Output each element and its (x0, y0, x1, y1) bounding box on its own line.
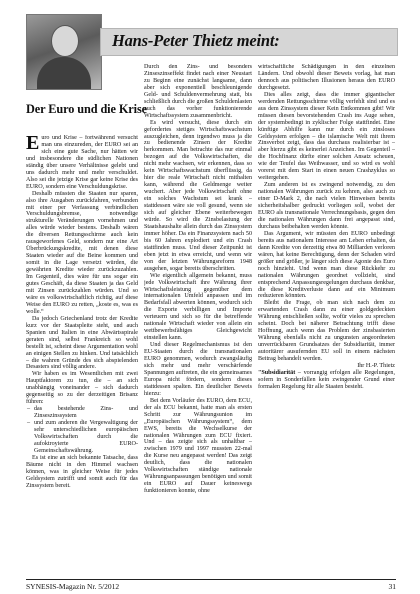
factor-list (26, 406, 138, 455)
factor-list-item: – und zum anderen die Vergewaltigung der sehr unterschiedlichen europäischen Volkswirtschaften durch die aufoktroyierte EURO-Gemeinschaftswährung. (34, 420, 138, 455)
paragraph: Wie eigentlich allgemein bekannt, muss jede Volkswirtschaft ihre Währung ihrer Wirtschaftsleistung gegenüber dem internationalen Umfeld anpassen und im Bedarfsfall abwerten können, wodurch sich die Exporte verbilligen und Importe verteuern und sich so für die betreffende nationale Wirtschaft wieder von allein ein wettbewerbsfähiges Gleichgewicht einstellen kann. (144, 272, 252, 342)
factor-list-item: – das bestehende Zins- und Zinseszinssystem (34, 406, 138, 420)
magazine-issue: SYNESIS-Magazin Nr. 5/2012 (26, 582, 120, 591)
article-column-3 (258, 64, 395, 572)
author-signature: Ihr H.-P. Thietz (357, 362, 395, 369)
lead-paragraph (26, 135, 138, 191)
footnote (258, 370, 395, 391)
footnote-definition: – vorrangig erfolgen alle Regelungen, sofern in Sonderfällen kein zwingender Grund einer formalen Regelung für alle Staaten besteht. (258, 369, 395, 390)
paragraph: Deshalb müssten die Staaten nur sparen, also ihre Ausgaben zurückfahren, verbunden mit einer per Verfassung verbindlichen Verschuldungsbremse, notwendige strukturelle Veränderungen vornehmen und alles würde wieder bestens. Deshalb wären die diversen Rettungsschirme auch kein rausgeworfenes Geld, sondern nur eine Art Überbrückungskredite, mit denen diese Staaten wieder auf die Beine kommen und somit in die Lage versetzt würden, die gewährten Kredite wieder zurückzuzahlen. Im Gegenteil, dies wäre für uns sogar ein gutes Geschäft, da diese Staaten ja das Geld mit Zinsen zurückzahlen würden. Und so wäre es volkswirtschaftlich richtig, auf diese Weise den EURO zu retten, „koste es, was es wolle.“ (26, 190, 138, 315)
article-column-2 (144, 64, 252, 572)
paragraph: Da jedoch Griechenland trotz der Kredite kurz vor der Staatspleite steht, und auch Spanien und Italien in eine Abwärtsspirale geraten sind, selbst Frankreich so wohl bestellt ist, scheint diese Argumentation wohl an einigen Stellen zu hinken. Und tatsächlich – die wahren Gründe des sich abspielenden Desasters sind völlig andere. (26, 315, 138, 371)
paragraph: wirtschaftliche Schädigungen in den einzelnen Ländern. Und obwohl dieser Beweis vorlag, hat man dennoch aus politischen Illusionen heraus den EURO durchgesetzt. (258, 64, 395, 91)
author-photo (26, 14, 102, 90)
footer-divider (26, 579, 396, 580)
paragraph: Das Argument, wir müssten den EURO unbedingt bereits aus nationalem Interesse am Leben erhalten, da dann Kredite von derzeitig etwa 80 Milliarden verloren wären, hat keine Berechtigung, denn der Schaden wird größer und größer, je länger sich diese Agonie des Euro noch hinzieht. Und wenn man diese Rückkehr zu nationalen Währungen geordnet vollzieht, sind entsprechend Anpassungsregelungen durchaus denkbar, die diese Kreditverluste dann auf ein Minimum reduzieren könnten. (258, 230, 395, 300)
paragraph: Es ist eine an sich bekannte Tatsache, dass Bäume nicht in den Himmel wachsen können, was in gleicher Weise für jedes Geldsystem zutrifft und somit auch für das Zinssystem bereit. (26, 454, 138, 489)
paragraph: Durch den Zins- und besonders Zinseszinseffekt findet nach einer Neustart zu Beginn eine zunächst langsame, dann aber sich exponentiell beschleunigende Geld- und Schuldenvermehrung statt, bis schließlich durch die großen Schuldenlasten auch das vorher funktionierende Wirtschaftssystem zusammenbricht. (144, 64, 252, 119)
page-number: 31 (388, 582, 396, 591)
article-headline: Der Euro und die Krise (26, 102, 148, 116)
paragraph: Bei dem Vorläufer des EURO, dem ECU, der als ECU bekannt, hatte man als ersten Schritt zur Währungsunion im „Europäischen Währungssystem“, dem EWS, bereits die Wechselkurse der nationalen Währungen zum ECU fixiert. Und – das zeigte sich als unhaltbar – zwischen 1979 und 1997 mussten 22-mal die Kurse neu angepasst werden! Das zeigt deutlich, dass die nationalen Volkswirtschaften ständige nationale Währungsanpassungen benötigen und somit ein EURO auf Dauer keineswegs funktionieren konnte, ohne (144, 397, 252, 495)
drop-cap: E (26, 135, 40, 154)
article-column-1 (26, 135, 138, 575)
paragraph: Bleibt die Frage, ob man sich nach dem zu erwartenden Crash dann zu einer goldgedeckten Währung entschließen sollte, wofür vieles zu sprechen scheint. Doch bei näherer Betrachtung trifft diese Hoffnung, auch wenn das Problem der zinsbasierten Währung ebenfalls nicht zu ungunsten angeordneten unverrückbaren Grundsatzes der Subsidiarität, immer autoritärer ausufernden EU soll in einem nächsten Beitrag behandelt werden. (258, 300, 395, 363)
author-banner-title: Hans-Peter Thietz meint: (112, 31, 280, 50)
author-photo-head (51, 25, 79, 57)
author-photo-body (37, 57, 91, 89)
paragraph: Zum anderen ist es zwingend notwendig, zu den nationalen Währungen zurück zu kehren, also auch zu einer D-Mark 2, die nach vielen Hinweisen bereits sicherheitshalber gedruckt vorliegen soll, wobei der EURO als transnationale Verrechnungsbasis, gegen den die nationalen Währungen dann frei angepasst sind, durchaus beibehalten werden könnte. (258, 182, 395, 230)
paragraph: Wir haben es im Wesentlichen mit zwei Hauptfaktoren zu tun, die – an sich unabhängig voneinander – sich dadurch gegenseitig so zu der derzeitigen Brisanz führen: (26, 371, 138, 406)
paragraph: Dies alles zeigt, dass die immer gigantischer werdenden Rettungsschirme völlig verfehlt sind und es aus dem Zinssystem dieser Kein Entkommen gibt! Wir müssen diesen bevorstehenden Crash ins Auge sehen, der systembedingt in zyklischer Folge stattfindet. Eine künftige Abhilfe kann nur durch ein zinsloses Geldsystem erfolgen – die islamische Welt mit ihrem Zinsverbot zeigt, dass das durchaus realisierbar ist – aber hierzu gibt es keinerlei Anzeichen. Im Gegenteil – die Hochfinanz dürfte einer solchen Ansatz scheuen, wie der Teufel das Weihwasser, und so wird es wohl vorerst mit dem Start in einen neuen Crashzyklus so weitergehen. (258, 91, 395, 182)
lead-text: uro und Krise – fortwährend versucht man uns einzureden, der EURO sei an sich eine gute Sache, nur hätten wir und insbesondere die südlichen Nationen ständig über unsere Verhältnisse gelebt und uns dadurch mehr und mehr verschuldet. Also sei die jetzige Krise gar keine Krise des EURO, sondern eine Verschuldungskrise. (26, 135, 138, 190)
footnote-term: "Subsidiarität (258, 369, 296, 376)
paragraph: Und dieser Regelmechanismus ist den EU-Staaten durch die transnationalen EURO genommen, wodurch zwangsläufig sich mehr und mehr verschärfende Spannungen auftreten, die ein gemeinsames Europa nicht fördern, sondern dieses stattdessen spalten. Ein deutlicher Beweis hierzu: (144, 342, 252, 397)
paragraph: Es wird versucht, diese durch ein gefordertes stetiges Wirtschaftswachstum auszugleichen, denn irgendwo muss ja die zu bedienende Zinsen der Kredite herkommen. Man betrachte das nur einmal bezogen auf die Volkswirtschaften, die nicht mehr wachsen, wir erkennen, dass so kein Wirtschaftswachstum überflüssig, da hier die reale Wirtschaft nicht mithalten kann, während die Geldmenge weiter wuchert. Aber jede Volkswirtschaft ohne ein solches Wachstum sei krank – stattdessen wäre sie voll gesund, wenn sie sich auf gleicher Ebene weiterbewegen würde. So wird die Zinsbelastung der Staatshaushalte allein durch das Zinssystem immer höher. Da ein Finanzsystem nach 50 bis 60 Jahren explodiert und ein Crash stattfinden muss. Und dieser Zeitpunkt ist eben jetzt in etwa erreicht, und wenn wir von der letzten Währungsreform 1948 ausgehen, sogar bereits überschritten. (144, 119, 252, 272)
page-footer (26, 582, 396, 591)
